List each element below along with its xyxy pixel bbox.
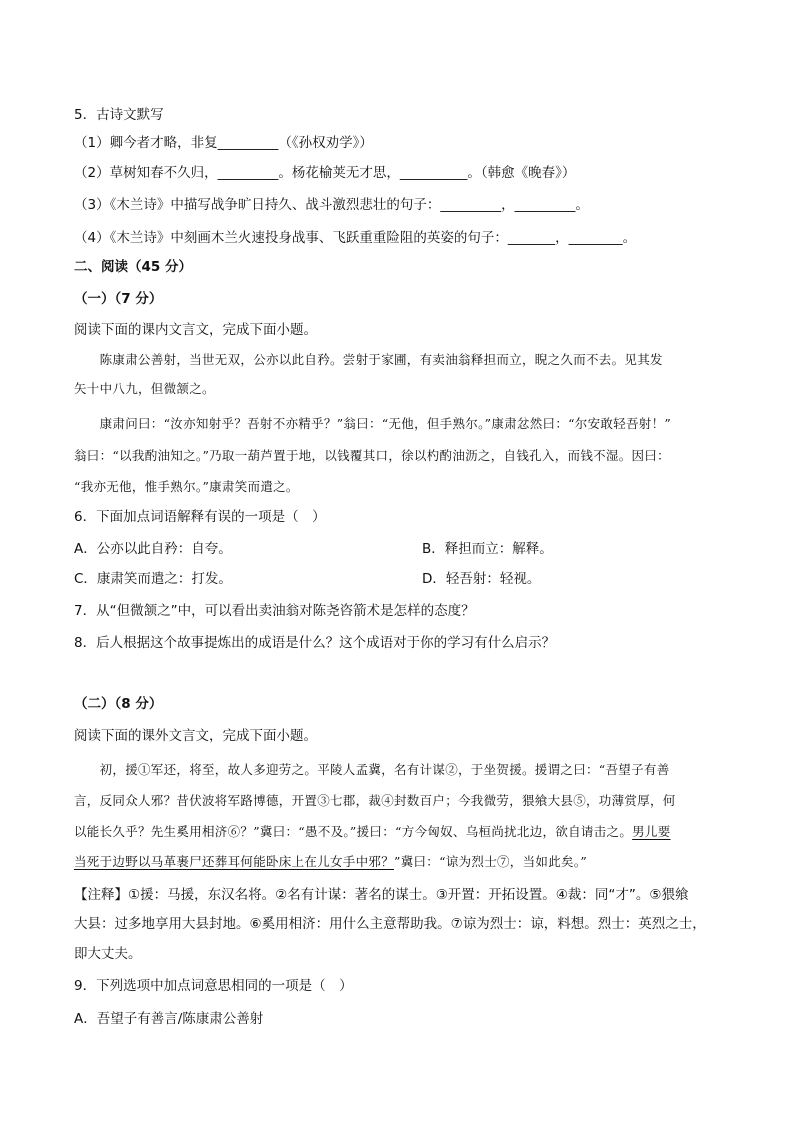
q9-stem: 9．下列选项中加点词意思相同的一项是（ ）: [74, 978, 353, 994]
passage1-line-2: 矢十中八九，但微颔之。: [74, 381, 215, 396]
passage2-underline-a: 男儿要: [632, 824, 671, 839]
part1-instruction: 阅读下面的课内文言文，完成下面小题。: [74, 322, 317, 338]
q5-item-3: （3）《木兰诗》中描写战争旷日持久、战斗激烈悲壮的句子：_________，_________。: [74, 197, 589, 213]
q7-stem: 7．从“但微颔之”中，可以看出卖油翁对陈尧咨箭术是怎样的态度？: [74, 603, 475, 619]
part1-title: （一）（7 分）: [74, 291, 163, 307]
q9-option-a[interactable]: A．吾望子有善言/陈康肃公善射: [74, 1011, 264, 1027]
passage1-line-3: 康肃问曰：“汝亦知射乎？吾射不亦精乎？”翁曰：“无他，但手熟尔。”康肃忿然曰：“尔安敢轻吾射！”: [74, 416, 672, 431]
notes-line-2: 大县：过多地享用大县封地。⑥奚用相济：用什么主意帮助我。⑦谅为烈士：谅，料想。烈士：英烈之士，: [74, 916, 706, 932]
q5-item-4: （4）《木兰诗》中刻画木兰火速投身战事、飞跃重重险阻的英姿的句子：_______，________。: [74, 230, 637, 246]
q5-item-1: （1）卿今者才略，非复_________（《孙权劝学》）: [74, 135, 373, 151]
section-reading-title: 二、阅读（45 分）: [74, 259, 192, 275]
notes-line-3: 即大丈夫。: [74, 946, 142, 962]
q8-stem: 8．后人根据这个故事提炼出的成语是什么？这个成语对于你的学习有什么启示？: [74, 635, 556, 651]
notes-line-1: 【注释】①援：马援，东汉名将。②名有计谋：著名的谋士。③开置：开拓设置。④裁：同“才”。⑤猥飨: [74, 887, 689, 903]
q6-stem: 6．下面加点词语解释有误的一项是（ ）: [74, 509, 326, 525]
q6-option-c[interactable]: C．康肃笑而遣之：打发。: [74, 571, 232, 587]
part2-title: （二）（8 分）: [74, 696, 163, 712]
passage1-line-5: “我亦无他，惟手熟尔。”康肃笑而遣之。: [74, 479, 299, 494]
q6-option-b[interactable]: B．释担而立：解释。: [422, 541, 553, 557]
passage2-line-3-text: 以能长久乎？先生奚用相济⑥？”冀曰：“愚不及。”援曰：“方今匈奴、乌桓尚扰北边，欲自请击之。: [74, 824, 633, 839]
passage2-line-4-tail: ”冀曰：“谅为烈士⑦，当如此矣。”: [394, 854, 588, 869]
passage2-underline-b: 当死于边野以马革裹尸还葬耳何能卧床上在儿女手中邪？: [74, 854, 395, 869]
q5-item-2: （2）草树知春不久归，_________。杨花榆荚无才思，__________。（韩愈《晚春》）: [74, 165, 576, 181]
passage2-line-1: 初，援①军还，将至，故人多迎劳之。平陵人孟冀，名有计谋②，于坐贺援。援谓之曰：“吾望子有善: [74, 762, 670, 777]
q6-options-row-2: [74, 569, 754, 589]
passage2-line-4: [74, 852, 587, 872]
q6-option-d[interactable]: D．轻吾射：轻视。: [422, 571, 541, 587]
q6-option-a[interactable]: A．公亦以此自矜：自夸。: [74, 541, 232, 557]
passage2-line-2: 言，反同众人邪？昔伏波将军路博德，开置③七郡，裁④封数百户；今我微劳，猥飨大县⑤，功薄赏厚，何: [74, 793, 676, 808]
q5-title: 5．古诗文默写: [74, 107, 164, 123]
passage1-line-4: 翁曰：“以我酌油知之。”乃取一葫芦置于地，以钱覆其口，徐以杓酌油沥之，自钱孔入，而钱不湿。因曰：: [74, 448, 670, 463]
passage2-line-3: [74, 822, 671, 842]
part2-instruction: 阅读下面的课外文言文，完成下面小题。: [74, 728, 317, 744]
passage1-line-1: 陈康肃公善射，当世无双，公亦以此自矜。尝射于家圃，有卖油翁释担而立，睨之久而不去。见其发: [74, 352, 663, 367]
q6-options-row-1: [74, 539, 754, 559]
